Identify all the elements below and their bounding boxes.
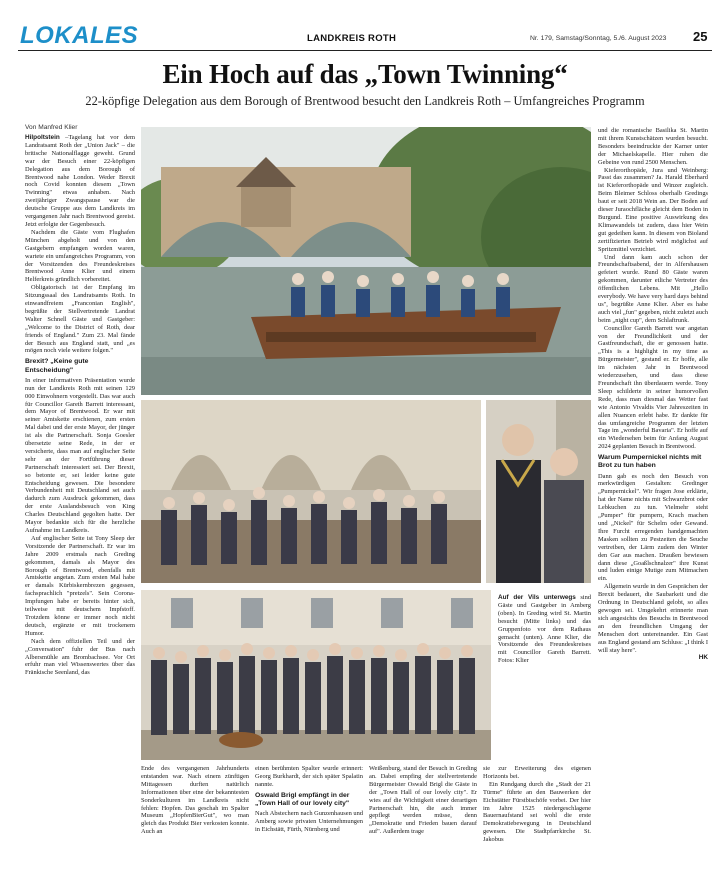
header-rule [18,50,712,51]
paragraph: Und dann kam auch schon der Freundschaftsabend, der in Alfershausen gefeiert wurde. Rund 80 Gäste waren gekommen, darunter etliche Vertreter des öffentlichen Lebens. Mit „Hello everybody. We have very hard days behind us", begrüßte Anne Klier. Aber es habe auch viel „fun" gegeben, nicht zuletzt auch beim „night cup", dem Schlaftrunk. [598,253,708,324]
article-column-right [598,127,708,875]
paragraph: Ein Rundgang durch die „Stadt der 21 Türme" führte an den Bauwerken der Eichstätter Fürstbischöfe vorbei. Der hier im Jahre 1525 niedergeschlagene Bauernaufstand sei wohl die erste Demokratiebewegung in Deutschland gewesen. Die Stadtpfarrkirche St. Jakobus [483,780,591,844]
photo-group-town-hall [141,590,491,760]
paragraph: In einer informativen Präsentation wurde nun der Landkreis Roth mit seinen 129 000 Einwohnern vorgestellt. Das war auch für Councillor Gareth Barrett interessant, dem Mayor of Brentwood. Er war mit seiner Amtskette erschienen, zum ersten Mal dabei und der erste Mayor, der jünger ist als die Partnerschaft. Sonja Goesler übersetzte seine Rede, in der er versicherte, dass man auf englischer Seite sehr an der Fortführung dieser Partnerschaft interessiert sei. Der Brexit, so betonte er, sei leider keine gute Entscheidung gewesen. Die besondere Verbundenheit mit Deutschland sei auch dadurch zum Ausdruck gekommen, dass der erste Auslandsbesuch von King Charles Deutschland gegolten hatte. Der Mayor bedankte sich für die herzliche Aufnahme im Landkreis. [25,376,135,534]
byline: Von Manfred Klier [25,124,78,131]
paragraph: Nach dem offiziellen Teil und der „Conversation" fuhr der Bus nach Albersmühle am Brombachsee. Vor Ort erfuhr man viel Wissenswertes über das Fränkische Seenland, das [25,637,135,677]
photo-mayor-and-host [486,400,591,583]
paragraph: einen berühmten Spalter wurde erinnert: Georg Burkhardt, der sich später Spalatin nannte. [255,765,363,788]
section-title: LANDKREIS ROTH [307,33,397,44]
paragraph: Obligatorisch ist der Empfang im Sitzungssaal des Landratsamts Roth. In einwandfreiem „Franconian English", begrüßte der Stellvertretende Landrat Walter Schnell Gäste und Gastgeber: „Welcome to the District of Roth, dear friends of England." Zum 23. Mal fände der Besuch aus England statt, und „es mögen noch viele weitere folgen." [25,284,135,355]
photo-church-visit [141,400,481,583]
article-column-5 [483,765,591,875]
paragraph: Auf englischer Seite ist Tony Sleep der Vorsitzende der Partnerschaft. Er war im Jahre 2009 erstmals nach Greding gekommen, damals als Mayor des Borough of Brentwood, ebenfalls mit Amtskette angetan. Zum ersten Mal habe er damals Kürbiskernbrezen gegessen, fachsprachlich "pretzels". Sein Corona-Impfungen habe er bereits hinter sich, teilweise mit deutschem Impfstoff. Trotzdem könne er immer noch nicht deutsch, ergänzte er mit trockenem Humor. [25,534,135,637]
author-initials: HK [698,654,708,662]
caption-lead: Auf der Vils unterwegs [498,594,576,601]
paragraph: Dann gab es noch den Besuch von merkwürdigen Gestalten: Gredinger „Pumpernickel". Wir fragen Jose erklärte, hat der Name nichts mit Schwarzbrot oder Lebkuchen zu tun. Vielmehr steht „Pumper" für pumpern, Krach machen und „Nickel" für Schelm oder Gewand. Ihre Furcht erregenden handgemachten Masken sollten zu Pestzeiten die Seuche vertreiben, der Lärm zudem den Winter den Gar aus machen. Draußen bewiesen dann diese „Goaßlschnalzer" ihre Kunst und luden einige Mutige zum Mitmachen ein. [598,472,708,583]
paragraph: Allgemein wurde in den Gesprächen der Brexit bedauert, die Saubarkeit und die Ordnung in Deutschland gelobt, so alles gewogen sei. Umgekehrt erinnerte man sich angesichts des Besuchs in Brentwood an den freundlichen Umgang der Menschen dort untereinander. Ein Gast aus England gestand am Schluss: „I think I will stay here". [598,583,708,654]
page-number: 25 [693,29,708,44]
article-column-1 [25,134,135,870]
subheadline: 22-köpfige Delegation aus dem Borough of Brentwood besucht den Landkreis Roth – Umfangreiches Programm [85,94,645,108]
headline: Ein Hoch auf das „Town Twinning“ [162,59,568,89]
photo-credit: Fotos: Klier [498,657,529,665]
subheading: Oswald Brigl empfängt in der „Town Hall of our lovely city" [255,791,350,807]
paragraph: Weißenburg, stand der Besuch in Greding an. Dabei empfing der stellvertretende Bürgermeister Oswald Brigl die Gäste in der „Town Hall of our lovely city". Er wies auf die Wichtigkeit einer derartigen Partnerschaft hin, die auch immer gepflegt werden müsse, denn „Demokratie und Frieden bauen darauf auf". Außerdem trage [369,765,477,836]
masthead: LOKALES [20,22,139,49]
article-column-2 [141,765,249,875]
paragraph: und die romanische Basilika St. Martin mit ihrem Kunstschätzen wurden besucht. Besonders beeindruckte der Karner unter der Michaelskapelle. Hier ruhen die Gebeine von rund 2500 Menschen. [598,127,708,166]
dateline: Hilpoltstein [25,134,60,141]
paragraph: Ende des vergangenen Jahrhunderts entstanden war. Nach einem zünftigen Mittagessen durften natürlich Informationen über eine der bekanntesten Sonderkulturen im Landkreis nicht fehlen: Hopfen. Das geschah im Spalter Museum „HopfenBierGut", wo man gleich das Produkt Bier verkosten konnte. Auch an [141,765,249,836]
caption-text: sind Gäste und Gastgeber in Amberg (oben). In Greding wird St. Martin besucht (Mitte links) und das Gruppenfoto vor dem Rathaus gemacht (unten). Anne Klier, die Vorsitzende des Freundeskreises mit Councillor Gareth Barrett. [498,594,591,657]
photo-caption [498,594,591,714]
paragraph: sie zur Erweiterung des eigenen Horizonts bei. [483,765,591,780]
article-column-4 [369,765,477,875]
paragraph: Kieferorthopäde, Jura und Weinberg: Passt das zusammen? Ja. Harald Eberhard ist Kieferorthopäde und Winzer zugleich. Beim Bleimer Schloss oberhalb Gredings baut er seit 2018 Wein an. Der Boden auf dieser Juraochfläche gleicht dem Boden in Burgund. Eine positive Auswirkung des Klimawandels ist zudem, dass hier Wein gut gedeihen kann. In diesem von Bioland zertifizierten Betrieb wird möglichst auf Spritzmittel verzichtet. [598,166,708,253]
photo-boat-on-vils [141,127,591,395]
paragraph: –Tagelang hat vor dem Landratsamt Roth der „Union Jack" – die britische Nationalflagge geweht. Grund war der Besuch einer 22-köpfigen Delegation aus dem Borough of Brentwood nahe London. Weder Brexit noch Covid konnten diesem „Town Twinning" etwas anhaben. Nach zweijähriger Zwangspause war die deutsche Gruppe aus dem Landkreis im vergangenen Jahr nach Brentwood gereist. Jetzt erfolgte der Gegenbesuch. [25,134,135,228]
paragraph: Councillor Gareth Barrett war angetan von der Freundlichkeit und der Gastfreundschaft, die er genossen hatte. „This is a highlight in my time as Bürgermeister", gestand er. Er hoffe, alle im nächsten Jahr in Brentwood wiederzusehen, und dass diese Freundschaft ihn überdauern werde. Tony Sleep schilderte in seiner humorvollen Rede, dass man diesmal das Wetter fast wie Antonio Vivaldis Vier Jahreszeiten in allen Nuancen erlebt habe. Er dankte für das umfangreiche Programm der letzten Tage im „wonderful Bavaria". Er hoffe auf ein Wiedersehen beim für Anfang August 2024 geplanten Besuch in Brentwood. [598,324,708,451]
subheading: Brexit? „Keine gute Entscheidung" [25,358,89,374]
issue-line: Nr. 179, Samstag/Sonntag, 5./6. August 2023 [530,35,667,42]
paragraph: Nachdem die Gäste vom Flughafen München abgeholt und von den Gastgebern empfangen worden waren, wartete ein umfangreiches Programm, von der Vorsitzenden des Freundeskreises Brentwood Anne Klier und einem Helferkreis gründlich vorbereitet. [25,228,135,284]
subheading: Warum Pumpernickel nichts mit Brot zu tun haben [598,454,702,470]
article-column-3 [255,765,363,875]
paragraph: Nach Abstechern nach Gunzenhausen und Amberg sowie privaten Unternehmungen in Eichstätt, Fürth, Nürnberg und [255,810,363,833]
